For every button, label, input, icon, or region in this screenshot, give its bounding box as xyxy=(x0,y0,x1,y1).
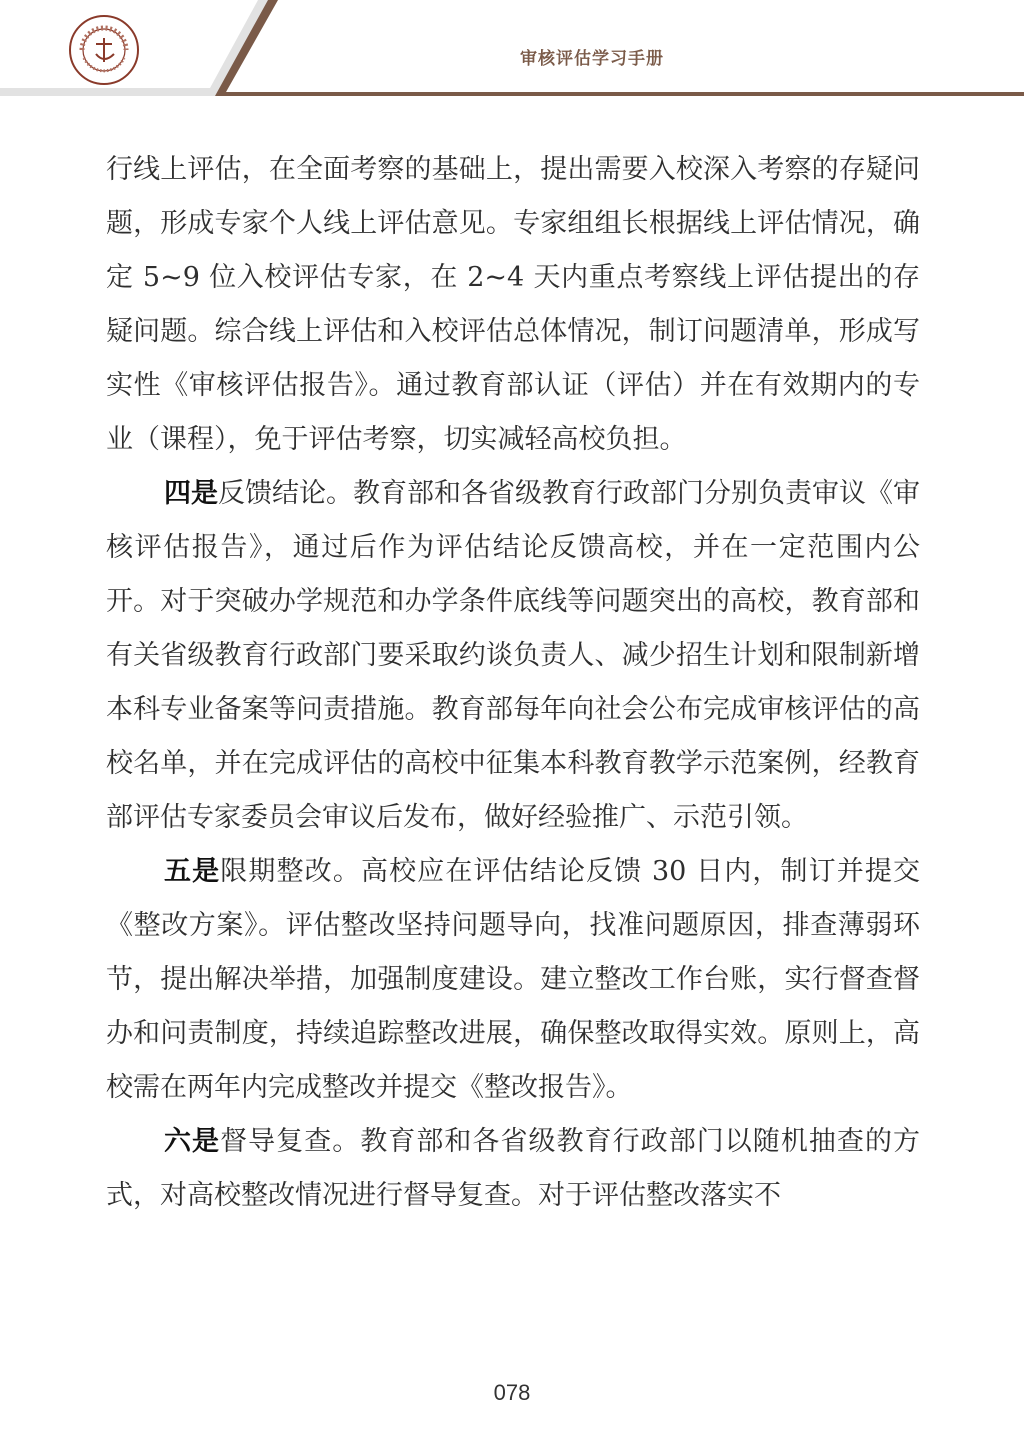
paragraph-3 xyxy=(106,845,920,1115)
header-title: 审核评估学习手册 xyxy=(520,49,664,69)
paragraph-3-lead: 五是 xyxy=(164,856,221,887)
document-body xyxy=(106,143,920,1223)
header-band-decoration xyxy=(0,0,1024,100)
paragraph-2 xyxy=(106,467,920,845)
paragraph-1-text: 行线上评估，在全面考察的基础上，提出需要入校深入考察的存疑问题，形成专家个人线上评估意见。专家组组长根据线上评估情况，确定 5~9 位入校评估专家，在 2~4 天内重点考察线上评估提出的存疑问题。综合线上评估和入校评估总体情况，制订问题清单，形成写实性《审核评估报告》。通过教育部认证（评估）并在有效期内的专业（课程），免于评估考察，切实减轻高校负担。 xyxy=(106,154,920,455)
paragraph-1 xyxy=(106,143,920,467)
paragraph-4-text: 督导复查。教育部和各省级教育行政部门以随机抽查的方式，对高校整改情况进行督导复查。对于评估整改落实不 xyxy=(106,1126,921,1211)
paragraph-4 xyxy=(106,1115,920,1223)
paragraph-2-lead: 四是 xyxy=(164,478,218,509)
paragraph-4-lead: 六是 xyxy=(164,1126,221,1157)
page-number: 078 xyxy=(493,1380,531,1405)
paragraph-2-text: 反馈结论。教育部和各省级教育行政部门分别负责审议《审核评估报告》，通过后作为评估结论反馈高校，并在一定范围内公开。对于突破办学规范和办学条件底线等问题突出的高校，教育部和有关省级教育行政部门要采取约谈负责人、减少招生计划和限制新增本科专业备案等问责措施。教育部每年向社会公布完成审核评估的高校名单，并在完成评估的高校中征集本科教育教学示范案例，经教育部评估专家委员会审议后发布，做好经验推广、示范引领。 xyxy=(106,478,920,833)
page-header xyxy=(0,0,1024,100)
paragraph-3-text: 限期整改。高校应在评估结论反馈 30 日内，制订并提交《整改方案》。评估整改坚持问题导向，找准问题原因，排查薄弱环节，提出解决举措，加强制度建设。建立整改工作台账，实行督查督办和问责制度，持续追踪整改进展，确保整改取得实效。原则上，高校需在两年内完成整改并提交《整改报告》。 xyxy=(106,856,921,1103)
university-seal-logo xyxy=(68,14,140,86)
